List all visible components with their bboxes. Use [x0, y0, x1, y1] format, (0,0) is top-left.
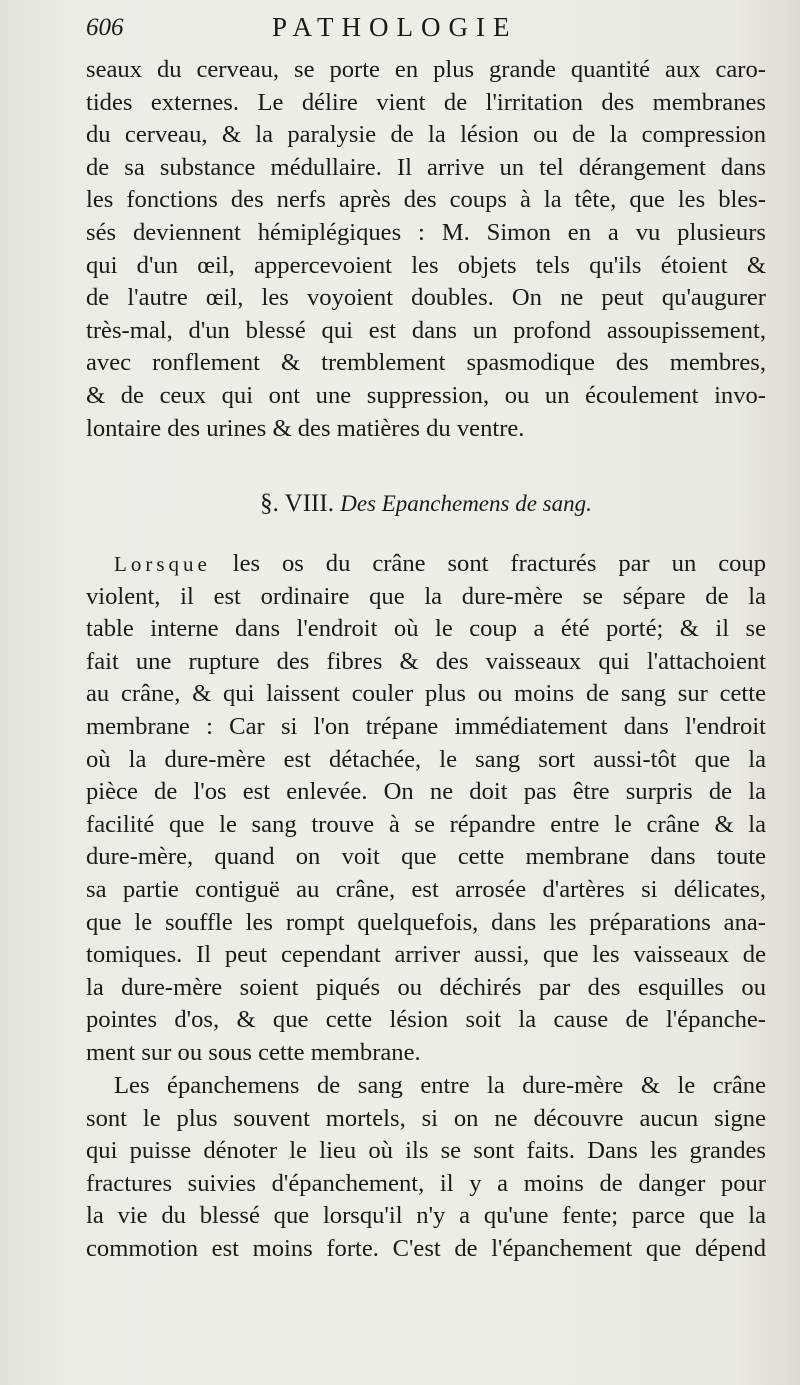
text-line: tides externes. Le délire vient de l'irritation des membranes	[86, 88, 766, 116]
text-line: fait une rupture des fibres & des vaisseaux qui l'attachoient	[86, 647, 766, 675]
text-line: tomiques. Il peut cependant arriver aussi, que les vaisseaux de	[86, 941, 766, 969]
text-line: avec ronflement & tremblement spasmodique des membres,	[86, 349, 766, 377]
text-line-rest: les os du crâne sont fracturés par un coup	[210, 550, 766, 577]
paragraph-3	[86, 1070, 766, 1266]
text-line: table interne dans l'endroit où le coup a été porté; & il se	[86, 615, 766, 643]
text-line: la vie du blessé que lorsqu'il n'y a qu'une fente; parce que la	[86, 1202, 766, 1230]
page-number: 606	[86, 14, 124, 41]
text-line: sa partie contiguë au crâne, est arrosée d'artères si délicates,	[86, 875, 766, 903]
text-line: très-mal, d'un blessé qui est dans un profond assoupissement,	[86, 316, 766, 344]
text-line: Les épanchemens de sang entre la dure-mère & le crâne	[114, 1072, 766, 1099]
paragraph-2	[86, 548, 766, 1070]
text-line: qui d'un œil, appercevoient les objets tels qu'ils étoient &	[86, 251, 766, 279]
text-line: facilité que le sang trouve à se répandre entre le crâne & la	[86, 810, 766, 838]
text-line-first	[86, 548, 766, 581]
text-line: violent, il est ordinaire que la dure-mère se sépare de la	[86, 582, 766, 610]
text-line: au crâne, & qui laissent couler plus ou moins de sang sur cette	[86, 680, 766, 708]
text-line: de sa substance médullaire. Il arrive un tel dérangement dans	[86, 153, 766, 181]
text-line: ment sur ou sous cette membrane.	[86, 1038, 421, 1066]
paragraph-1	[86, 54, 766, 445]
text-line: pièce de l'os est enlevée. On ne doit pas être surpris de la	[86, 778, 766, 806]
text-line: dure-mère, quand on voit que cette membrane dans toute	[86, 843, 766, 871]
text-line: de l'autre œil, les voyoient doubles. On ne peut qu'augurer	[86, 284, 766, 312]
drop-word: Lorsque	[114, 552, 211, 576]
text-line: pointes d'os, & que cette lésion soit la cause de l'épanche-	[86, 1006, 766, 1034]
text-line: & de ceux qui ont une suppression, ou un écoulement invo-	[86, 381, 766, 409]
text-line: sés deviennent hémiplégiques : M. Simon en a vu plusieurs	[86, 218, 766, 246]
text-line: seaux du cerveau, se porte en plus grande quantité aux caro-	[86, 56, 766, 83]
text-line: lontaire des urines & des matières du ventre.	[86, 414, 525, 442]
text-line: commotion est moins forte. C'est de l'épanchement que dépend	[86, 1234, 766, 1262]
text-line: la dure-mère soient piqués ou déchirés par des esquilles ou	[86, 973, 766, 1001]
page-header	[86, 12, 766, 48]
running-head: PATHOLOGIE	[272, 12, 518, 42]
text-line: sont le plus souvent mortels, si on ne découvre aucun signe	[86, 1104, 766, 1132]
text-line: où la dure-mère est détachée, le sang sort aussi-tôt que la	[86, 745, 766, 773]
section-title: Des Epanchemens de sang.	[340, 491, 592, 516]
text-line: qui puisse dénoter le lieu où ils se sont faits. Dans les grandes	[86, 1137, 766, 1165]
text-line: fractures suivies d'épanchement, il y a moins de danger pour	[86, 1169, 766, 1197]
section-number: §. VIII.	[260, 490, 334, 517]
text-line: du cerveau, & la paralysie de la lésion ou de la compression	[86, 121, 766, 149]
text-line: que le souffle les rompt quelquefois, dans les préparations ana-	[86, 908, 766, 936]
section-heading	[86, 486, 766, 522]
text-line: les fonctions des nerfs après des coups à la tête, que les bles-	[86, 186, 766, 214]
text-line: membrane : Car si l'on trépane immédiatement dans l'endroit	[86, 712, 766, 740]
